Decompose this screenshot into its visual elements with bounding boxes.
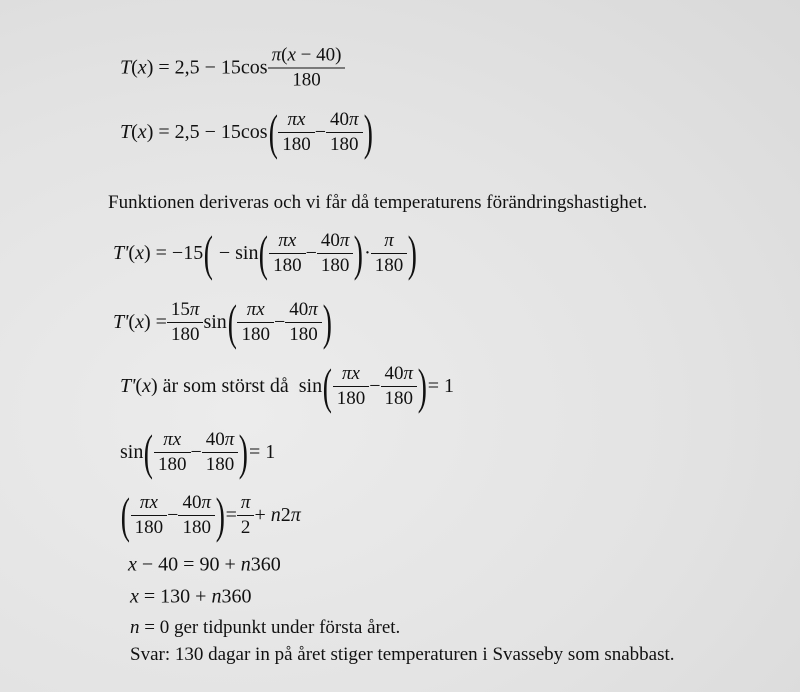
open-paren: ( bbox=[144, 424, 154, 480]
fraction bbox=[383, 363, 416, 410]
math-variable: π bbox=[339, 229, 350, 251]
numerator bbox=[287, 299, 320, 322]
text-segment: 180 bbox=[205, 453, 235, 475]
math-variable: n bbox=[240, 553, 251, 576]
text-segment: ( bbox=[135, 374, 143, 397]
math-variable: π bbox=[290, 503, 301, 526]
text-segment: 180 bbox=[282, 133, 311, 155]
text-segment: 180 bbox=[320, 254, 350, 276]
denominator bbox=[381, 386, 418, 410]
math-variable: π bbox=[271, 44, 282, 66]
math-variable: πx bbox=[139, 491, 158, 513]
equation-argument bbox=[120, 487, 301, 543]
close-paren: ) bbox=[363, 104, 373, 160]
math-variable: π bbox=[201, 491, 211, 513]
denominator bbox=[202, 452, 239, 476]
math-variable: πx bbox=[278, 229, 297, 251]
fraction bbox=[271, 230, 304, 277]
denominator bbox=[278, 132, 315, 156]
text-segment: = 1 bbox=[248, 440, 276, 463]
text-segment: 180 bbox=[158, 453, 187, 475]
answer-text bbox=[130, 644, 675, 666]
math-variable: T bbox=[120, 56, 132, 79]
text-segment: ( bbox=[281, 44, 288, 66]
math-variable: π bbox=[224, 428, 235, 450]
math-variable: πx bbox=[287, 108, 306, 130]
text-segment: sin bbox=[203, 310, 227, 333]
text-segment: 2 bbox=[240, 516, 251, 538]
math-variable: π bbox=[384, 229, 394, 251]
denominator bbox=[154, 452, 191, 476]
text-segment: ( bbox=[131, 120, 138, 143]
text-segment: 40 bbox=[320, 229, 340, 251]
fraction bbox=[204, 429, 237, 476]
numerator bbox=[138, 492, 160, 515]
note-n-zero bbox=[130, 617, 400, 639]
equation-sin-equals-one bbox=[120, 424, 276, 480]
text-segment: 180 bbox=[330, 133, 359, 155]
math-variable: x bbox=[142, 374, 151, 397]
text-segment: − bbox=[190, 440, 202, 463]
text-segment: − 40 = 90 + bbox=[136, 553, 241, 576]
math-variable: n bbox=[130, 617, 140, 638]
text-segment: 180 bbox=[289, 323, 318, 345]
math-variable: π bbox=[403, 362, 414, 384]
fraction bbox=[328, 109, 361, 156]
text-segment: 40 bbox=[384, 362, 404, 384]
numerator bbox=[245, 299, 267, 322]
text-segment: 180 bbox=[292, 69, 321, 91]
text-segment: · bbox=[364, 241, 371, 264]
text-segment: sin bbox=[120, 440, 144, 463]
denominator bbox=[317, 253, 354, 277]
close-paren: ) bbox=[239, 424, 249, 480]
text-segment: ) = 2,5 − 15cos bbox=[146, 56, 268, 79]
text-segment: = 130 + bbox=[138, 585, 212, 608]
text-segment: 180 bbox=[241, 323, 270, 345]
open-paren: ( bbox=[259, 225, 269, 281]
numerator bbox=[328, 109, 361, 132]
math-variable: π bbox=[349, 108, 359, 130]
math-variable: π bbox=[189, 298, 200, 320]
text-segment: = 1 bbox=[427, 374, 454, 397]
math-variable: x bbox=[137, 56, 147, 79]
math-variable: T' bbox=[120, 374, 136, 397]
numerator bbox=[382, 230, 396, 253]
text-segment: = 0 ger tidpunkt under första året. bbox=[139, 617, 401, 638]
text-segment: 180 bbox=[273, 254, 302, 276]
close-paren: ) bbox=[408, 225, 418, 281]
text-segment: − bbox=[314, 120, 327, 143]
denominator bbox=[178, 515, 215, 539]
fraction bbox=[169, 299, 202, 346]
math-variable: x bbox=[287, 44, 296, 66]
text-segment: = bbox=[225, 503, 237, 526]
denominator bbox=[131, 515, 168, 539]
text-segment: ) är som störst då sin bbox=[150, 374, 323, 397]
denominator bbox=[333, 386, 370, 410]
text-segment: − bbox=[369, 374, 381, 397]
denominator bbox=[371, 253, 408, 277]
numerator bbox=[180, 492, 213, 515]
equation-derivative-simplified bbox=[113, 294, 332, 350]
numerator bbox=[340, 363, 362, 386]
text-segment: 40 bbox=[182, 491, 202, 513]
open-paren: ( bbox=[120, 487, 130, 543]
text-segment: 2 bbox=[280, 503, 291, 526]
text-segment: 15 bbox=[170, 298, 190, 320]
math-variable: πx bbox=[246, 298, 265, 320]
text-segment: 180 bbox=[134, 516, 164, 538]
numerator bbox=[286, 109, 308, 132]
text-segment: − bbox=[305, 241, 317, 264]
denominator bbox=[326, 132, 363, 156]
math-variable: T' bbox=[113, 310, 129, 333]
math-variable: x bbox=[137, 120, 147, 143]
numerator bbox=[383, 363, 416, 386]
math-variable: x bbox=[130, 585, 139, 608]
text-segment: 180 bbox=[336, 387, 366, 409]
math-variable: n bbox=[211, 585, 222, 608]
fraction bbox=[133, 492, 166, 539]
fraction bbox=[287, 299, 320, 346]
open-paren: ( bbox=[322, 358, 332, 414]
fraction bbox=[373, 230, 406, 277]
text-segment: 40 bbox=[205, 428, 225, 450]
text-segment: ) = bbox=[143, 310, 167, 333]
fraction bbox=[239, 492, 253, 539]
close-paren: ) bbox=[354, 225, 364, 281]
math-variable: π bbox=[240, 491, 251, 513]
equation-derivative bbox=[113, 225, 418, 281]
numerator bbox=[239, 492, 253, 515]
math-variable: x bbox=[135, 241, 144, 264]
equation-t-original bbox=[120, 45, 345, 92]
equation-t-expanded bbox=[120, 104, 373, 160]
fraction bbox=[180, 492, 213, 539]
text-segment: − bbox=[167, 503, 179, 526]
numerator bbox=[319, 230, 352, 253]
fraction bbox=[280, 109, 313, 156]
close-paren: ) bbox=[215, 487, 225, 543]
text-segment: 360 bbox=[250, 553, 281, 576]
math-variable: πx bbox=[163, 428, 182, 450]
numerator bbox=[161, 429, 183, 452]
text-segment: 180 bbox=[374, 254, 404, 276]
text-segment: Funktionen deriveras och vi får då temperaturens förändringshastighet. bbox=[108, 192, 648, 213]
math-variable: n bbox=[270, 503, 281, 526]
denominator bbox=[237, 322, 274, 346]
numerator bbox=[204, 429, 237, 452]
text-segment: + bbox=[254, 503, 271, 526]
open-paren: ( bbox=[227, 294, 237, 350]
equation-x-solution bbox=[130, 586, 251, 609]
numerator bbox=[276, 230, 298, 253]
denominator bbox=[167, 322, 204, 346]
math-variable: x bbox=[135, 310, 144, 333]
text-segment: − bbox=[273, 310, 286, 333]
text-segment: ( bbox=[128, 241, 136, 264]
text-segment: 40 bbox=[330, 108, 350, 130]
equation-x-minus-40 bbox=[128, 554, 281, 577]
text-segment: ( bbox=[131, 56, 138, 79]
text-segment: 40 bbox=[289, 298, 309, 320]
text-segment: 180 bbox=[170, 323, 200, 345]
maximum-condition bbox=[120, 358, 454, 414]
close-paren: ) bbox=[417, 358, 427, 414]
denominator bbox=[269, 253, 306, 277]
fraction bbox=[335, 363, 368, 410]
close-paren: ) bbox=[322, 294, 332, 350]
text-segment: ) = −15 bbox=[143, 241, 204, 264]
text-segment: − 40) bbox=[295, 44, 342, 66]
text-segment: ( bbox=[128, 310, 136, 333]
fraction bbox=[239, 299, 272, 346]
text-segment: 180 bbox=[384, 387, 414, 409]
text-segment: 180 bbox=[182, 516, 211, 538]
open-paren: ( bbox=[268, 104, 278, 160]
denominator bbox=[268, 68, 346, 92]
text-segment: ) = 2,5 − 15cos bbox=[146, 120, 268, 143]
math-variable: x bbox=[128, 553, 137, 576]
text-segment: 360 bbox=[221, 585, 252, 608]
derivation-intro-text bbox=[108, 192, 647, 214]
fraction bbox=[319, 230, 352, 277]
text-segment: − sin bbox=[213, 241, 259, 264]
math-variable: T' bbox=[113, 241, 129, 264]
math-variable: T bbox=[120, 120, 132, 143]
math-variable: π bbox=[308, 298, 318, 320]
math-variable: πx bbox=[341, 362, 360, 384]
text-segment: Svar: 130 dagar in på året stiger temperaturen i Svasseby som snabbast. bbox=[130, 644, 675, 665]
fraction bbox=[156, 429, 189, 476]
fraction bbox=[270, 45, 344, 92]
denominator bbox=[285, 322, 322, 346]
open-paren: ( bbox=[203, 225, 214, 281]
numerator bbox=[270, 45, 344, 68]
denominator bbox=[237, 515, 255, 539]
numerator bbox=[169, 299, 202, 322]
